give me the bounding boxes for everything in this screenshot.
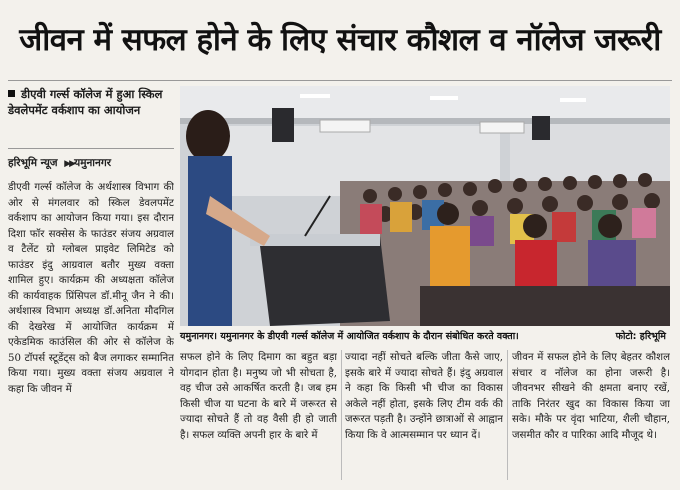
body-column-2: सफल होने के लिए दिमाग का बहुत बड़ा योगदान होता है। मनुष्य जो भी सोचता है, वह चीज उसे आकर्षित करती है। जब हम किसी चीज या घटना के बारे में जरूरत से ज्यादा सोचते हैं तो वह वैसी ही हो जाती है। सफल व्यक्ति अपनी हार के बारे में [180, 352, 337, 441]
headline-rule [8, 80, 672, 81]
subhead-text: डीएवी गर्ल्स कॉलेज में हुआ स्किल डेवलेपमेंट वर्कशाप का आयोजन [8, 87, 163, 117]
column-divider [341, 350, 342, 480]
dateline-place: यमुनानगर [74, 157, 112, 169]
dateline [8, 156, 176, 170]
body-column-3: ज्यादा नहीं सोचते बल्कि जीता कैसे जाए, इसके बारे में ज्यादा सोचते हैं। इंदु अग्रवाल ने कहा कि किसी भी चीज का विकास अकेले नहीं होता, इसके लिए टीम वर्क की जरूरत पड़ती है। उन्होंने छात्राओं से आह्वान किया कि वे आत्मसम्मान पर ध्यान दें। [345, 352, 503, 441]
event-photo-illustration [180, 86, 670, 326]
subhead [8, 86, 176, 118]
column-divider [507, 350, 508, 480]
dateline-agency: हरिभूमि न्यूज [8, 157, 58, 169]
headline: जीवन में सफल होने के लिए संचार कौशल व नॉलेज जरूरी [19, 22, 661, 58]
bullet-square-icon [8, 90, 15, 97]
photo-credit: फोटो: हरिभूमि [615, 331, 666, 342]
photo-caption-text: यमुनानगर। यमुनानगर के डीएवी गर्ल्स कॉलेज में आयोजित वर्कशाप के दौरान संबोधित करते वक्ता। [180, 331, 519, 342]
body-column-1: डीएवी गर्ल्स कॉलेज के अर्थशास्त्र विभाग की ओर से मंगलवार को स्किल डेवलपमेंट वर्कशाप का आयोजन किया गया। इस दौरान दिशा फॉर सक्सेस के फाउंडर संजय अग्रवाल व टैलेंट ग्रो ग्लोबल प्राइवेट लिमिटेड को फाउंडर इंदु आग्रवाल बतौर मुख्य वक्ता शामिल हुए। कार्यक्रम की अध्यक्षता कॉलेज की कार्यवाहक प्रिंसिपल डॉ.मीनू जैन ने की। अर्थशास्त्र विभाग अध्यक्ष डॉ.अनिता मौदगिल की देखरेख में आयोजित कार्यक्रम में एकेडमिक काउंसिल की ओर से कॉलेज के 50 टॉपर्स स्टूडेंट्स को बैज लगाकर सम्मानित किया गया। मुख्य वक्ता संजय अग्रवाल ने कहा कि जीवन में [8, 182, 174, 395]
body-column-4: जीवन में सफल होने के लिए बेहतर कौशल संचार व नॉलेज का होना जरूरी है। जीवनभर सीखने की क्षमता बनाए रखें, ताकि निरंतर खुद का विकास किया जा सके। मौके पर वृंदा भाटिया, शैली चौहान, जसमीत कौर व पारिका आदि मौजूद थे। [512, 352, 670, 441]
event-photo [180, 86, 670, 326]
subhead-rule [8, 148, 174, 149]
double-arrow-icon: ▶▶ [64, 159, 75, 169]
photo-caption [180, 328, 670, 345]
